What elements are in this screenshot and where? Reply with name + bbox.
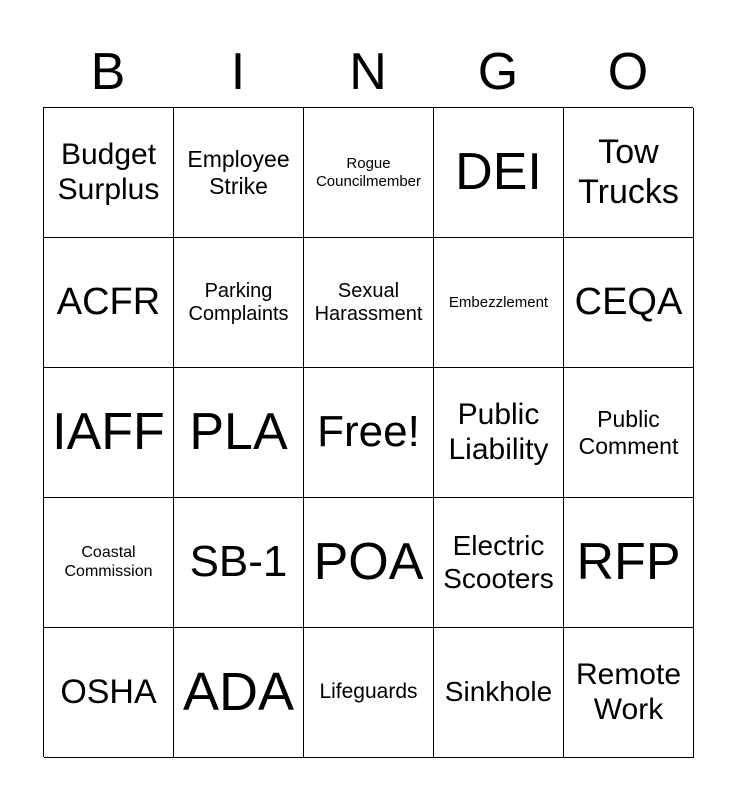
bingo-cell[interactable] (174, 108, 304, 238)
header-letter-i: I (230, 43, 246, 101)
cell-label: Public Comment (578, 406, 679, 459)
cell-label: Parking Complaints (188, 279, 289, 325)
cell-label: Rogue Councilmember (315, 155, 422, 190)
bingo-cell[interactable] (44, 498, 174, 628)
cell-label: Coastal Commission (64, 544, 153, 580)
cell-label: Public Liability (448, 398, 549, 466)
bingo-cell[interactable] (304, 108, 434, 238)
cell-label: Lifeguards (319, 680, 418, 704)
bingo-cell[interactable] (44, 368, 174, 498)
header-letter-g: G (477, 43, 519, 101)
cell-label: Remote Work (575, 658, 682, 726)
bingo-board (43, 107, 693, 757)
cell-label: IAFF (52, 402, 165, 461)
cell-label: ACFR (56, 280, 161, 323)
bingo-cell[interactable] (304, 498, 434, 628)
bingo-cell[interactable] (174, 498, 304, 628)
bingo-cell[interactable] (564, 498, 694, 628)
bingo-cell[interactable] (174, 238, 304, 368)
header-letter-o: O (607, 43, 649, 101)
cell-label: Embezzlement (448, 293, 549, 311)
cell-label: Electric Scooters (443, 530, 554, 594)
bingo-cell[interactable] (564, 628, 694, 758)
cell-label: PLA (189, 402, 288, 461)
header-letter-b: B (90, 43, 126, 101)
bingo-cell[interactable] (44, 628, 174, 758)
cell-label: OSHA (60, 672, 157, 711)
cell-label: POA (313, 532, 424, 591)
bingo-cell[interactable] (434, 108, 564, 238)
bingo-cell[interactable] (174, 628, 304, 758)
cell-label: Sexual Harassment (314, 279, 423, 325)
cell-label: DEI (455, 142, 542, 201)
bingo-cell[interactable] (434, 498, 564, 628)
bingo-cell[interactable] (434, 238, 564, 368)
bingo-header (43, 36, 693, 108)
bingo-cell free-space[interactable] (304, 368, 434, 498)
bingo-cell[interactable] (304, 628, 434, 758)
cell-label: ADA (182, 662, 295, 723)
bingo-cell[interactable] (564, 238, 694, 368)
bingo-cell[interactable] (44, 108, 174, 238)
cell-label: SB-1 (189, 537, 288, 587)
bingo-cell[interactable] (304, 238, 434, 368)
bingo-cell[interactable] (44, 238, 174, 368)
free-space-label: Free! (317, 407, 420, 457)
bingo-cell[interactable] (174, 368, 304, 498)
cell-label: RFP (576, 532, 681, 591)
cell-label: Tow Trucks (578, 133, 679, 211)
cell-label: CEQA (574, 280, 683, 323)
bingo-cell[interactable] (434, 368, 564, 498)
bingo-cell[interactable] (434, 628, 564, 758)
cell-label: Sinkhole (444, 676, 553, 708)
header-letter-n: N (349, 43, 387, 101)
bingo-cell[interactable] (564, 108, 694, 238)
cell-label: Budget Surplus (57, 138, 160, 206)
bingo-cell[interactable] (564, 368, 694, 498)
cell-label: Employee Strike (187, 146, 290, 199)
